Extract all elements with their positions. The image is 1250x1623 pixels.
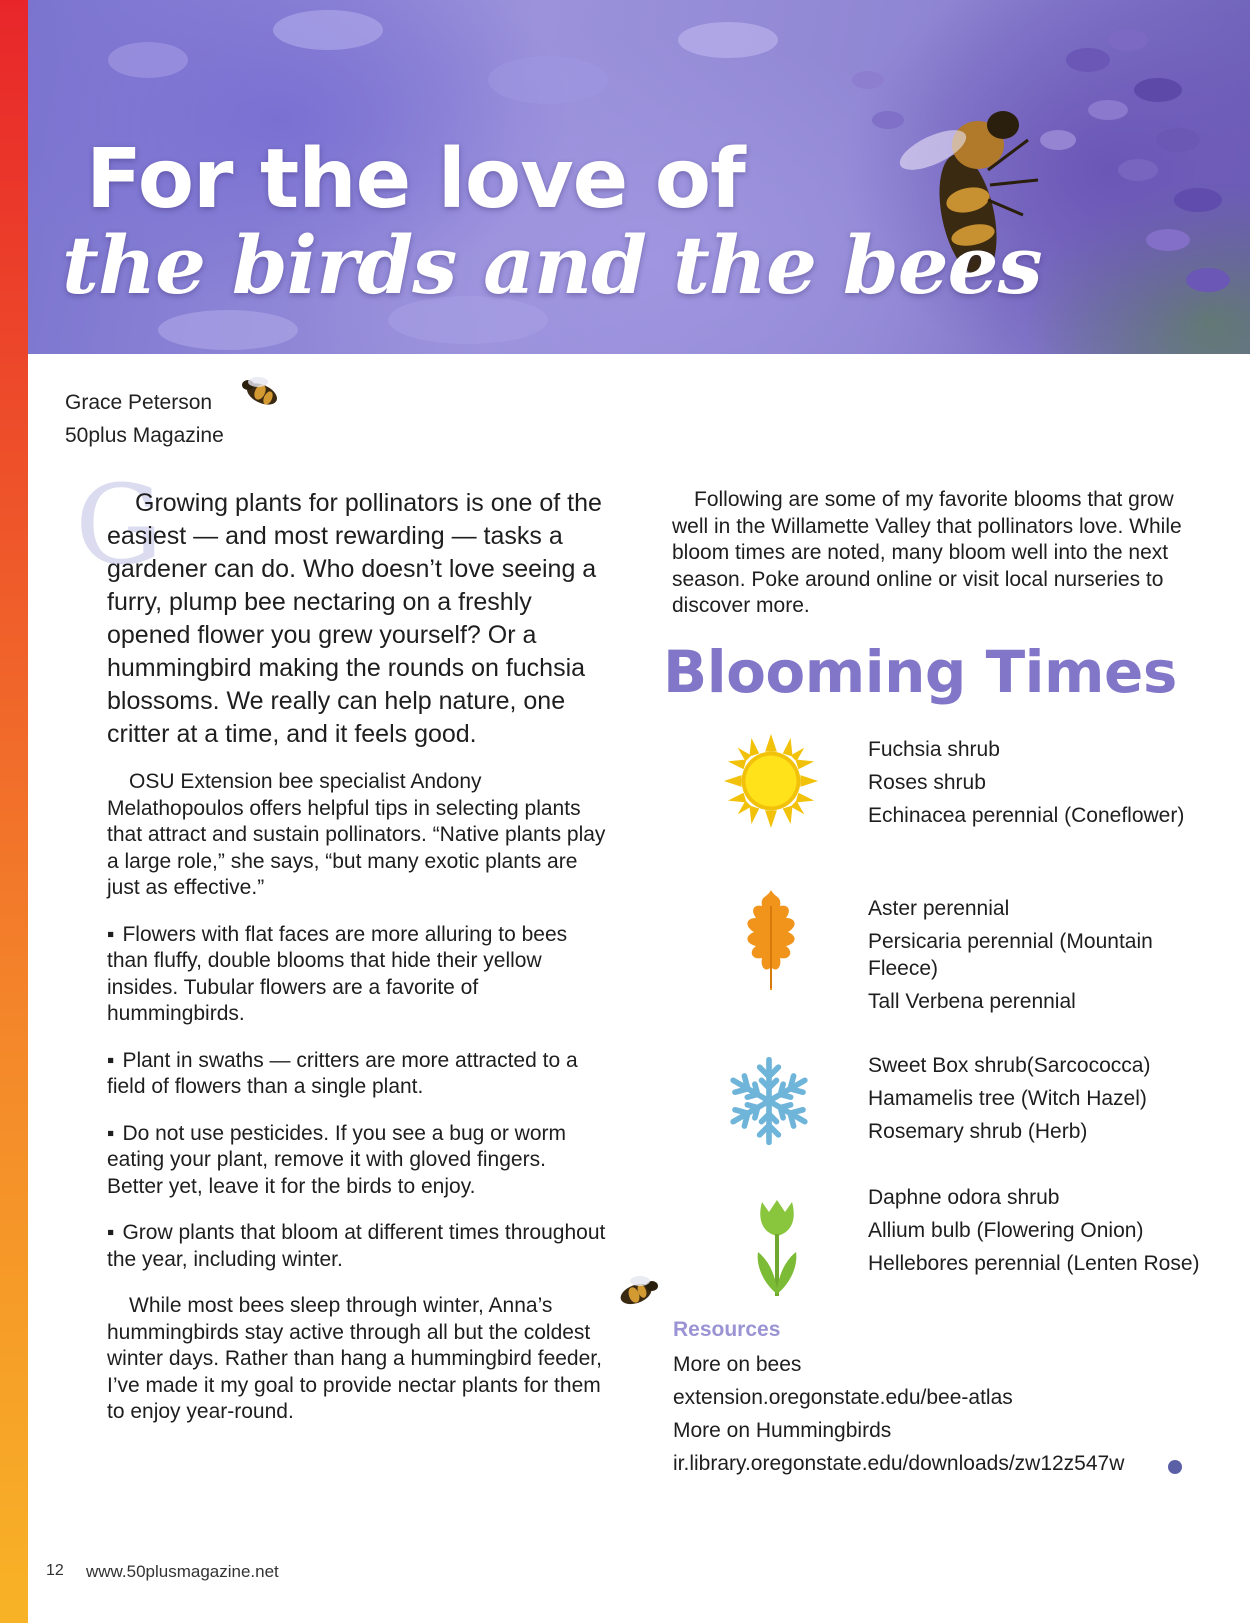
fall-plant-list <box>868 896 1208 1022</box>
end-mark-dot <box>1168 1460 1182 1474</box>
lead-first-line: Growing plants for pollinators is one <box>135 489 533 517</box>
resource-link[interactable]: ir.library.oregonstate.edu/downloads/zw12z547w <box>673 1452 1125 1475</box>
article-left-column <box>107 487 607 1446</box>
resources-list <box>673 1348 1124 1480</box>
bullet-marker: ▪ <box>107 1221 115 1244</box>
resources-heading: Resources <box>673 1318 781 1341</box>
bee-icon <box>236 372 286 412</box>
lead-paragraph <box>107 487 607 751</box>
plant-name: Hamamelis tree (Witch Hazel) <box>868 1087 1147 1110</box>
tip-text: Plant in swaths — critters are more attracted to a field of flowers than a single plant. <box>107 1048 578 1098</box>
bee-icon <box>614 1272 664 1312</box>
plant-name: Hellebores perennial (Lenten Rose) <box>868 1252 1200 1275</box>
tip-bullet <box>107 922 607 1028</box>
tip-text: Do not use pesticides. If you see a bug or worm eating your plant, remove it with gloved fingers. Better yet, leave it for the birds to enjoy. <box>107 1121 567 1198</box>
edge-color-bar <box>0 0 28 1623</box>
plant-name: Aster perennial <box>868 897 1010 920</box>
plant-name: Rosemary shrub (Herb) <box>868 1120 1088 1143</box>
resource-link[interactable]: extension.oregonstate.edu/bee-atlas <box>673 1386 1013 1409</box>
plant-name: Fuchsia shrub <box>868 738 1000 761</box>
title-line-1: For the love of <box>86 132 745 227</box>
tip-text: Grow plants that bloom at different times throughout the year, including winter. <box>107 1221 606 1271</box>
drop-cap: G <box>75 461 163 589</box>
spring-plant-list <box>868 1185 1208 1284</box>
tip-text: Flowers with flat faces are more alluring to bees than fluffy, double blooms that hide their yellow insides. Tubular flowers are a favorite of hummingbirds. <box>107 922 568 1025</box>
plant-name: Echinacea perennial (Coneflower) <box>868 804 1185 827</box>
tulip-icon <box>752 1196 802 1298</box>
footer-url[interactable]: www.50plusmagazine.net <box>86 1562 279 1581</box>
bullet-marker: ▪ <box>107 922 115 946</box>
byline <box>65 386 224 452</box>
blooming-times-heading: Blooming Times <box>663 638 1177 706</box>
plant-name: Roses shrub <box>868 771 986 794</box>
plant-name: Allium bulb (Flowering Onion) <box>868 1219 1144 1242</box>
winter-plant-list <box>868 1053 1208 1152</box>
hero-banner <box>28 0 1250 354</box>
plant-name: Tall Verbena perennial <box>868 989 1076 1013</box>
resource-label: More on bees <box>673 1353 802 1376</box>
summer-plant-list <box>868 737 1208 836</box>
publication-name: 50plus Magazine <box>65 424 224 447</box>
author-name: Grace Peterson <box>65 391 213 414</box>
tip-bullet <box>107 1220 607 1273</box>
bullet-marker: ▪ <box>107 1121 115 1145</box>
winter-paragraph: While most bees sleep through winter, Anna’s hummingbirds stay active through all but the coldest winter days. Rather than hang a hummingbird feeder, I’ve made it my goal to provide nectar plants for them to enjoy year-round. <box>107 1294 602 1423</box>
title-line-2: the birds and the bees <box>62 218 1042 312</box>
lead-rest: of the easiest — and most rewarding — tasks a gardener can do. Who doesn’t love seeing a furry, plump bee nectaring on a freshly opened flower you grew yourself? Or a hummingbird making the rounds on fuchsia blossoms. We really can help nature, one critter at a time, and it feels good. <box>107 489 602 748</box>
resource-label: More on Hummingbirds <box>673 1419 892 1442</box>
intro-paragraph: Following are some of my favorite blooms that grow well in the Willamette Valley that pollinators love. While bloom times are noted, many bloom well into the next season. Poke around online or visit local nurseries to discover more. <box>672 488 1182 617</box>
plant-name: Daphne odora shrub <box>868 1186 1060 1209</box>
osu-paragraph: OSU Extension bee specialist Andony Melathopoulos offers helpful tips in selecting plants that attract and sustain pollinators. “Native plants play a large role,” she says, “but many exotic plants are just as effective.” <box>107 770 606 899</box>
plant-name: Persicaria perennial (Mountain Fleece) <box>868 930 1153 980</box>
article-right-column <box>672 487 1192 640</box>
bullet-marker: ▪ <box>107 1048 115 1072</box>
page-number: 12 <box>46 1562 64 1579</box>
sun-icon <box>722 732 820 830</box>
snowflake-icon <box>722 1054 816 1148</box>
plant-name: Sweet Box shrub(Sarcococca) <box>868 1054 1151 1077</box>
tip-bullet <box>107 1048 607 1101</box>
oak-leaf-icon <box>738 888 804 992</box>
tip-bullet <box>107 1121 607 1201</box>
